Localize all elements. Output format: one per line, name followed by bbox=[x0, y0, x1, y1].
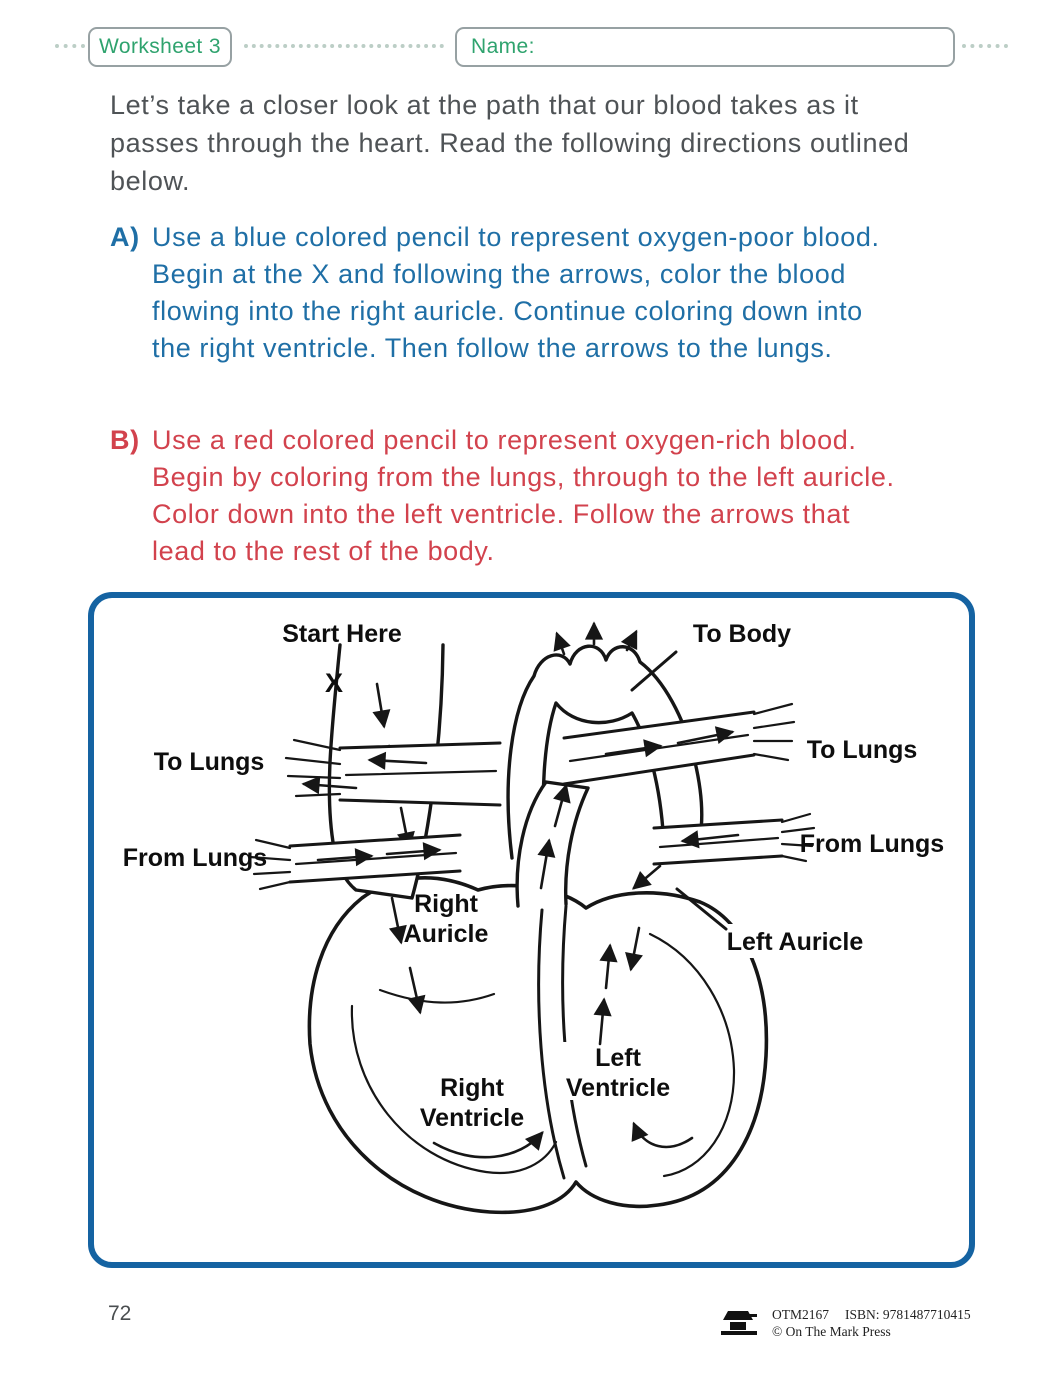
name-field-box bbox=[455, 27, 955, 67]
right-ventricle-label-line1: Right bbox=[440, 1074, 504, 1102]
publisher-imprint bbox=[772, 1306, 971, 1340]
product-code: OTM2167 bbox=[772, 1307, 829, 1322]
name-label: Name: bbox=[471, 35, 535, 58]
worksheet-number-box bbox=[88, 27, 232, 67]
publisher-logo-icon bbox=[716, 1308, 762, 1341]
instruction-a bbox=[110, 219, 900, 367]
instruction-a-text: Use a blue colored pencil to represent oxygen-poor blood. Begin at the X and following the arrows, color the blood flowing into the right auricle. Continue coloring down into the right ventricle. Then follow the arrows to the lungs. bbox=[152, 222, 880, 363]
start-here-label: Start Here bbox=[282, 620, 402, 648]
right-auricle-label-line1: Right bbox=[414, 890, 478, 918]
isbn: ISBN: 9781487710415 bbox=[845, 1307, 971, 1322]
right-auricle-label-line2: Auricle bbox=[403, 920, 489, 948]
left-auricle-label: Left Auricle bbox=[726, 928, 864, 956]
dotted-leader-middle bbox=[244, 44, 444, 48]
dotted-leader-right bbox=[962, 44, 1008, 48]
left-ventricle-label-line2: Ventricle bbox=[565, 1074, 671, 1102]
from-lungs-right-label: From Lungs bbox=[799, 830, 945, 858]
instruction-b-letter: B) bbox=[110, 425, 140, 455]
from-lungs-left-label: From Lungs bbox=[122, 844, 268, 872]
to-lungs-left-label: To Lungs bbox=[153, 748, 265, 776]
instruction-b-text: Use a red colored pencil to represent oxygen-rich blood. Begin by coloring from the lungs, through to the left auricle. Color down into the left ventricle. Follow the arrows that lead to the rest of the body. bbox=[152, 425, 895, 566]
instruction-b bbox=[110, 422, 900, 570]
right-ventricle-label-line2: Ventricle bbox=[419, 1104, 525, 1132]
to-body-label: To Body bbox=[692, 620, 792, 648]
left-pulmonary-artery bbox=[286, 740, 500, 805]
heart-diagram-box bbox=[88, 592, 975, 1268]
heart-outline bbox=[309, 878, 766, 1213]
imprint-line1 bbox=[772, 1306, 971, 1323]
dotted-leader-left bbox=[55, 44, 85, 48]
instruction-a-letter: A) bbox=[110, 222, 140, 252]
worksheet-number-label: Worksheet 3 bbox=[99, 35, 221, 58]
page-number: 72 bbox=[108, 1302, 132, 1325]
to-lungs-right-label: To Lungs bbox=[806, 736, 918, 764]
x-marker-label: X bbox=[324, 668, 344, 698]
copyright: © On The Mark Press bbox=[772, 1324, 891, 1339]
left-ventricle-label-line1: Left bbox=[595, 1044, 641, 1072]
heart-diagram bbox=[94, 598, 969, 1262]
intro-paragraph: Let’s take a closer look at the path that our blood takes as it passes through the heart. Read the following directions outlined below. bbox=[110, 90, 910, 196]
